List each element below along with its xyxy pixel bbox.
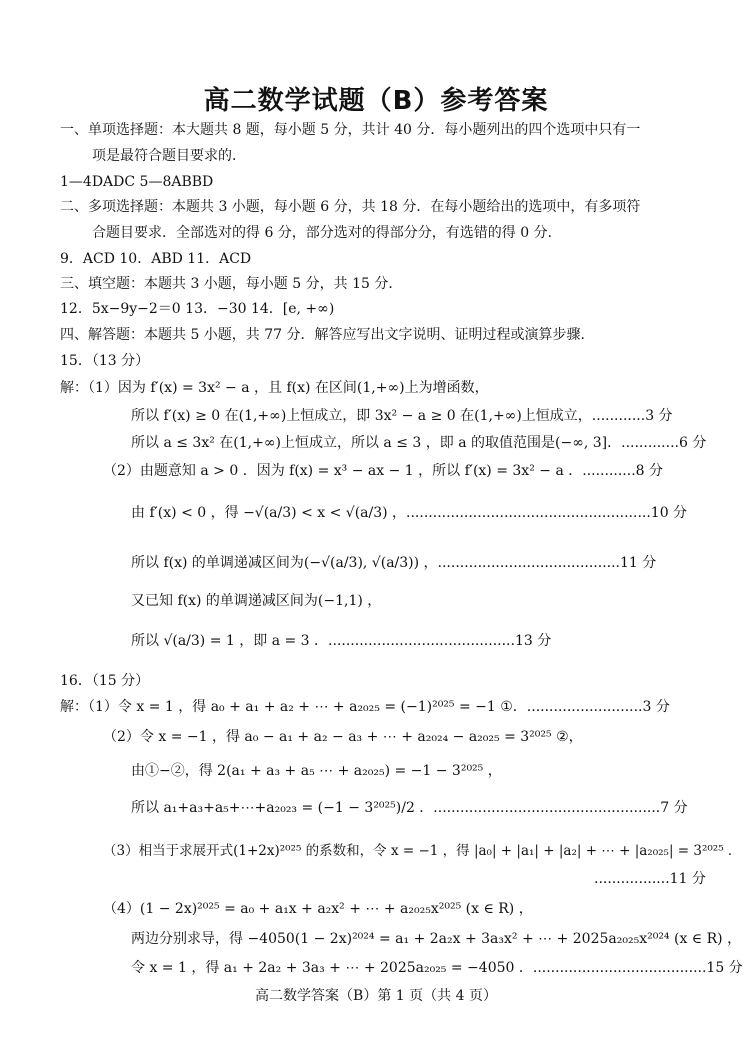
q16-line-6: .................11 分	[594, 871, 706, 887]
q15-line-7: 又已知 f(x) 的单调递减区间为(−1,1) ，	[131, 593, 382, 609]
page-footer: 高二数学答案（B）第 1 页（共 4 页）	[255, 988, 497, 1004]
section-1-intro-cont: 项是最符合题目要求的．	[92, 148, 246, 164]
q15-line-4: （2）由题意知 a > 0 ．因为 f(x) = x³ − ax − 1 ，所以 f′(x) = 3x² − a ．............8 分	[103, 463, 664, 479]
section-1-intro: 一、单项选择题：本大题共 8 题，每小题 5 分，共计 40 分．每小题列出的四个选项中只有一	[60, 122, 641, 138]
answers-12-14: 12．5x−9y−2＝0 13．−30 14．[e, +∞)	[60, 301, 335, 317]
q16-line-1: 解：（1）令 x = 1 ，得 a₀ + a₁ + a₂ + ⋯ + a₂₀₂₅ = (−1)²⁰²⁵ = −1 ①．..........................3 分	[60, 699, 670, 715]
q16-line-9: 令 x = 1 ，得 a₁ + 2a₂ + 3a₃ + ⋯ + 2025a₂₀₂₅ = −4050 ．.......................................15 分	[131, 960, 743, 976]
q15-header: 15．（13 分）	[60, 353, 150, 369]
q16-line-5: （3）相当于求展开式(1+2x)²⁰²⁵ 的系数和，令 x = −1 ，得 |a₀| + |a₁| + |a₂| + ⋯ + |a₂₀₂₅| = 3²⁰²⁵ ．	[103, 843, 742, 859]
q15-line-8: 所以 √(a/3) = 1 ，即 a = 3 ．..........................................13 分	[131, 633, 552, 649]
q15-line-1: 解：（1）因为 f′(x) = 3x² − a ，且 f(x) 在区间(1,+∞)上为增函数，	[60, 380, 489, 396]
q16-line-3: 由①−②，得 2(a₁ + a₃ + a₅ ⋯ + a₂₀₂₅) = −1 − 3²⁰²⁵ ，	[131, 763, 502, 779]
q15-line-3: 所以 a ≤ 3x² 在(1,+∞)上恒成立，所以 a ≤ 3 ，即 a 的取值范围是(−∞, 3]．.............6 分	[131, 435, 707, 451]
answers-9-11: 9．ACD 10．ABD 11．ACD	[60, 251, 252, 267]
q16-line-4: 所以 a₁+a₃+a₅+⋯+a₂₀₂₃ = (−1 − 3²⁰²⁵)/2 ．...................................................7 分	[131, 800, 688, 816]
q15-line-2: 所以 f′(x) ≥ 0 在(1,+∞)上恒成立，即 3x² − a ≥ 0 在(1,+∞)上恒成立，............3 分	[131, 408, 673, 424]
section-2-intro: 二、多项选择题：本题共 3 小题，每小题 6 分，共 18 分．在每小题给出的选项中，有多项符	[60, 199, 641, 215]
section-4-intro: 四、解答题：本题共 5 小题，共 77 分．解答应写出文字说明、证明过程或演算步骤．	[60, 327, 595, 343]
q16-line-8: 两边分别求导，得 −4050(1 − 2x)²⁰²⁴ = a₁ + 2a₂x + 3a₃x² + ⋯ + 2025a₂₀₂₅x²⁰²⁴ (x ∈ R) ，	[131, 931, 742, 947]
section-3-intro: 三、填空题：本题共 3 小题，每小题 5 分，共 15 分．	[60, 276, 403, 292]
q16-line-2: （2）令 x = −1 ，得 a₀ − a₁ + a₂ − a₃ + ⋯ + a₂₀₂₄ − a₂₀₂₅ = 3²⁰²⁵ ②，	[103, 729, 583, 745]
q15-line-6: 所以 f(x) 的单调递减区间为(−√(a/3), √(a/3)) ，.........................................11 分	[131, 555, 657, 571]
q15-line-5: 由 f′(x) < 0 ，得 −√(a/3) < x < √(a/3) ，.......................................................10 分	[131, 505, 688, 521]
section-2-intro-cont: 合题目要求．全部选对的得 6 分，部分选对的得部分分，有选错的得 0 分．	[92, 225, 562, 241]
answers-1-8: 1—4DADC 5—8ABBD	[60, 174, 214, 190]
q16-header: 16．（15 分）	[60, 673, 150, 689]
page-title: 高二数学试题（B）参考答案	[203, 86, 549, 116]
q16-line-7: （4）(1 − 2x)²⁰²⁵ = a₀ + a₁x + a₂x² + ⋯ + a₂₀₂₅x²⁰²⁵ (x ∈ R) ，	[103, 901, 533, 917]
